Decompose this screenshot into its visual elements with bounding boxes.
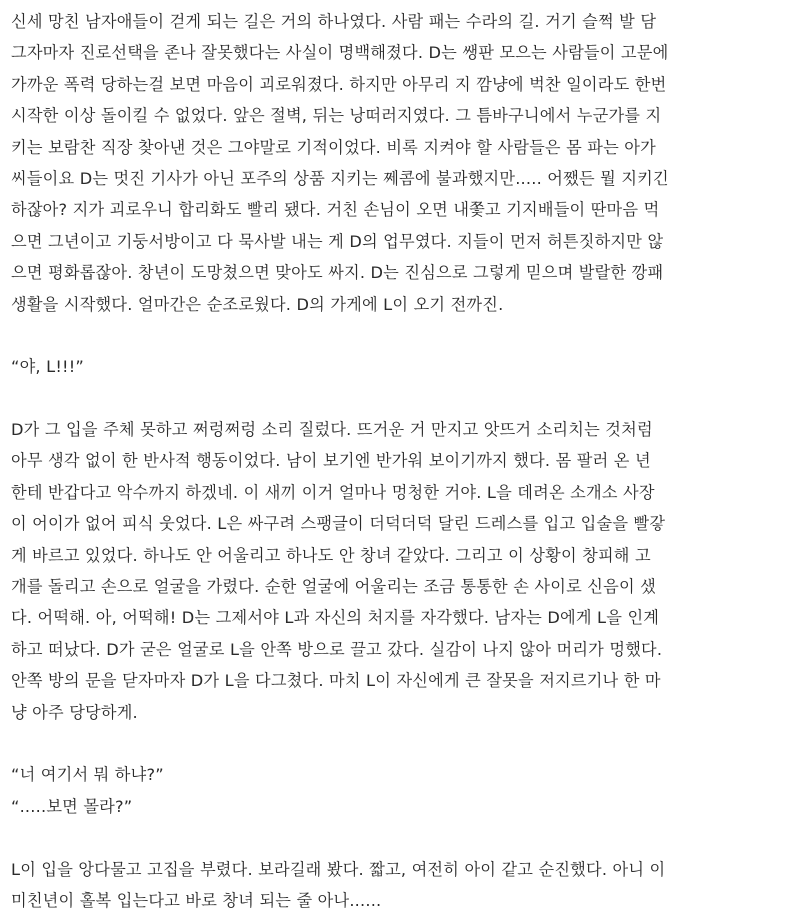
text-line: 으면 평화롭잖아. 창년이 도망쳤으면 맞아도 싸지. D는 진심으로 그렇게 믿으며 발랄한 깡패 [11,263,664,283]
paragraph-gap [11,822,791,853]
text-line: 이 어이가 없어 피식 웃었다. L은 싸구려 스팽글이 더덕더덕 달린 드레스를 입고 입술을 빨갛 [11,514,666,534]
text-line: 하고 떠났다. D가 굳은 얼굴로 L을 안쪽 방으로 끌고 갔다. 실감이 나지 않아 머리가 멍했다. [11,639,663,659]
text-line: 으면 그년이고 기둥서방이고 다 묵사발 내는 게 D의 업무였다. 지들이 먼저 허튼짓하지만 않 [11,231,664,251]
dialogue-line: “야, L!!!” [11,357,84,377]
text-line: 게 바르고 있었다. 하나도 안 어울리고 하나도 안 창녀 같았다. 그리고 이 상황이 창피해 고 [11,545,651,565]
paragraph-gap [11,383,791,414]
paragraph-gap [11,320,791,351]
text-line: 냥 아주 당당하게. [11,702,138,722]
text-line: 다. 어떡해. 아, 어떡해! D는 그제서야 L과 자신의 처지를 자각했다. 남자는 D에게 L을 인계 [11,608,660,628]
text-line: 하잖아? 지가 괴로우니 합리화도 빨리 됐다. 거친 손님이 오면 내쫓고 기지배들이 딴마음 먹 [11,200,660,220]
text-line: 한테 반갑다고 악수까지 하겠네. 이 새끼 이거 얼마나 멍청한 거야. L을 데려온 소개소 사장 [11,482,655,502]
text-line: 안쪽 방의 문을 닫자마자 D가 L을 다그쳤다. 마치 L이 자신에게 큰 잘못을 저지르기나 한 마 [11,671,661,691]
text-line: 씨들이요 D는 멋진 기사가 아닌 포주의 상품 지키는 쩨콤에 불과했지만..... 어쨌든 뭘 지키긴 [11,168,669,188]
text-line: 시작한 이상 돌이킬 수 없었다. 앞은 절벽, 뒤는 낭떠러지였다. 그 틈바구니에서 누군가를 지 [11,106,662,126]
text-line: 아무 생각 없이 한 반사적 행동이었다. 남이 보기엔 반가워 보이기까지 했다. 몸 팔러 온 년 [11,451,651,471]
text-line: 개를 돌리고 손으로 얼굴을 가렸다. 순한 얼굴에 어울리는 조금 통통한 손 사이로 신음이 샜 [11,577,656,597]
dialogue-line: “너 여기서 뭐 하냐?” [11,765,164,785]
dialogue-line: “.....보면 몰라?” [11,796,133,816]
paragraph [11,351,791,382]
paragraph [11,414,791,728]
text-line: 가까운 폭력 당하는걸 보면 마음이 괴로워졌다. 하지만 아무리 지 깜냥에 벅찬 일이라도 한번 [11,74,667,94]
text-line: 키는 보람찬 직장 찾아낸 것은 그야말로 기적이었다. 비록 지켜야 할 사람들은 몸 파는 아가 [11,137,656,157]
document-body [11,6,791,916]
text-line: L이 입을 앙다물고 고집을 부렸다. 보라길래 봤다. 짧고, 여전히 아이 같고 순진했다. 아니 이 [11,859,666,879]
text-line: 생활을 시작했다. 얼마간은 순조로웠다. D의 가게에 L이 오기 전까진. [11,294,504,314]
paragraph-gap [11,728,791,759]
paragraph [11,854,791,916]
text-line: 신세 망친 남자애들이 걷게 되는 길은 거의 하나였다. 사람 패는 수라의 길. 거기 슬쩍 발 담 [11,12,657,31]
text-line: 미친년이 홀복 입는다고 바로 창녀 되는 줄 아나...... [11,890,382,910]
text-line: 그자마자 진로선택을 존나 잘못했다는 사실이 명백해졌다. D는 쌩판 모으는 사람들이 고문에 [11,43,669,63]
paragraph [11,6,791,320]
text-line: D가 그 입을 주체 못하고 쩌렁쩌렁 소리 질렀다. 뜨거운 거 만지고 앗뜨거 소리치는 것처럼 [11,420,653,440]
paragraph [11,759,791,822]
